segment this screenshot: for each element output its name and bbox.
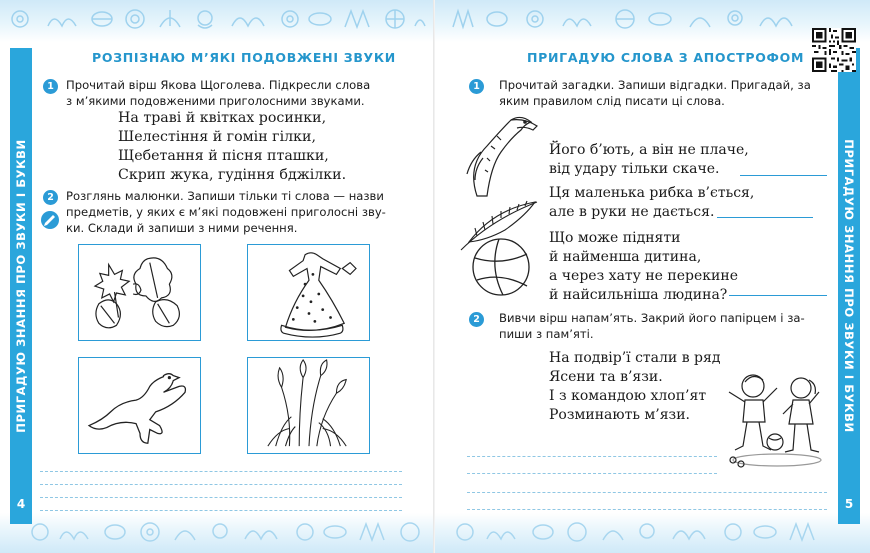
answer-line[interactable] — [729, 295, 827, 296]
writing-line[interactable] — [40, 497, 402, 498]
riddle-line: але в руки не дається. — [549, 204, 715, 220]
riddle-line: а через хату не перекине — [549, 268, 738, 284]
answer-line[interactable] — [740, 175, 827, 176]
ornament-row-icon — [435, 4, 870, 34]
poem-line: Скрип жука, гудіння бджілки. — [118, 167, 347, 183]
ornament-row-icon — [0, 4, 435, 34]
side-label-strip — [838, 48, 860, 524]
instruction-line: пиши з пам’яті. — [499, 327, 594, 341]
riddle-line: від удару тільки скаче. — [549, 161, 720, 177]
riddle-line: Що може підняти — [549, 230, 681, 246]
poem-line: Шелестіння й гомін гілки, — [118, 129, 316, 145]
leaves-icon — [79, 245, 200, 340]
qr-code-icon[interactable] — [812, 28, 856, 72]
instruction-line: Прочитай загадки. Запиши відгадки. Пригадай, за — [499, 78, 811, 92]
dress-icon — [248, 245, 369, 340]
instruction-line: з м’якими подовженими приголосними звуками. — [66, 94, 365, 108]
instruction-line: предметів, у яких є м’які подовжені приголосні зву- — [66, 205, 386, 219]
picture-dress — [247, 244, 370, 341]
task-1-instruction — [499, 77, 839, 109]
picture-wheat — [247, 357, 370, 454]
writing-line[interactable] — [467, 492, 827, 493]
poem-line: Щебетання й пісня пташки, — [118, 148, 329, 164]
writing-line[interactable] — [467, 456, 717, 457]
task-number-badge: 1 — [469, 79, 484, 94]
riddle-line: Ця маленька рибка в’ється, — [549, 185, 755, 201]
task-2-instruction — [499, 310, 841, 342]
side-label: ПРИГАДУЮ ЗНАННЯ ПРО ЗВУКИ І БУКВИ — [14, 139, 28, 433]
writing-line[interactable] — [467, 509, 827, 510]
writing-line[interactable] — [40, 484, 402, 485]
side-label-strip — [10, 48, 32, 524]
page-title: РОЗПІЗНАЮ М’ЯКІ ПОДОВЖЕНІ ЗВУКИ — [92, 50, 396, 65]
instruction-line: Вивчи вірш напам’ять. Закрий його папірцем і за- — [499, 311, 805, 325]
riddle-1 — [549, 141, 749, 179]
task-number-badge: 2 — [469, 312, 484, 327]
task-number-badge: 2 — [43, 190, 58, 205]
poem — [118, 109, 346, 185]
ornament-row-icon — [435, 517, 870, 547]
riddle-line: й найменша дитина, — [549, 249, 702, 265]
instruction-line: Розглянь малюнки. Запиши тільки ті слова — назви — [66, 189, 384, 203]
page-title: ПРИГАДУЮ СЛОВА З АПОСТРОФОМ — [527, 50, 805, 65]
poem-line: Ясени та в’язи. — [549, 369, 663, 385]
poem-line: На траві й квітках росинки, — [118, 110, 327, 126]
children-exercising-icon — [723, 370, 831, 472]
instruction-line: ки. Склади й запиши з ними речення. — [66, 221, 298, 235]
ball-icon — [469, 236, 533, 298]
writing-line[interactable] — [467, 473, 717, 474]
side-label: ПРИГАДУЮ ЗНАННЯ ПРО ЗВУКИ І БУКВИ — [842, 139, 856, 433]
answer-line[interactable] — [717, 217, 813, 218]
instruction-line: Прочитай вірш Якова Щоголева. Підкресли слова — [66, 78, 371, 92]
task-1-instruction — [66, 77, 406, 109]
picture-bird — [78, 357, 201, 454]
catfish-icon — [457, 112, 547, 200]
page-number: 5 — [844, 497, 854, 511]
writing-line[interactable] — [40, 510, 402, 511]
right-page — [435, 0, 870, 553]
pencil-hint-icon — [40, 210, 60, 230]
bird-icon — [79, 358, 200, 453]
task-2-instruction — [66, 188, 411, 236]
poem-line: Розминають м’язи. — [549, 407, 690, 423]
riddle-line: Його б’ють, а він не плаче, — [549, 142, 749, 158]
page-number: 4 — [16, 497, 26, 511]
riddle-3 — [549, 229, 738, 305]
task-number-badge: 1 — [43, 79, 58, 94]
poem-line: На подвір’ї стали в ряд — [549, 350, 721, 366]
ornament-row-icon — [0, 517, 435, 547]
writing-line[interactable] — [40, 471, 402, 472]
instruction-line: яким правилом слід писати ці слова. — [499, 94, 725, 108]
poem-line: І з командою хлоп’ят — [549, 388, 707, 404]
riddle-line: й найсильніша людина? — [549, 287, 728, 303]
wheat-icon — [248, 358, 369, 453]
poem — [549, 349, 720, 425]
picture-leaves — [78, 244, 201, 341]
